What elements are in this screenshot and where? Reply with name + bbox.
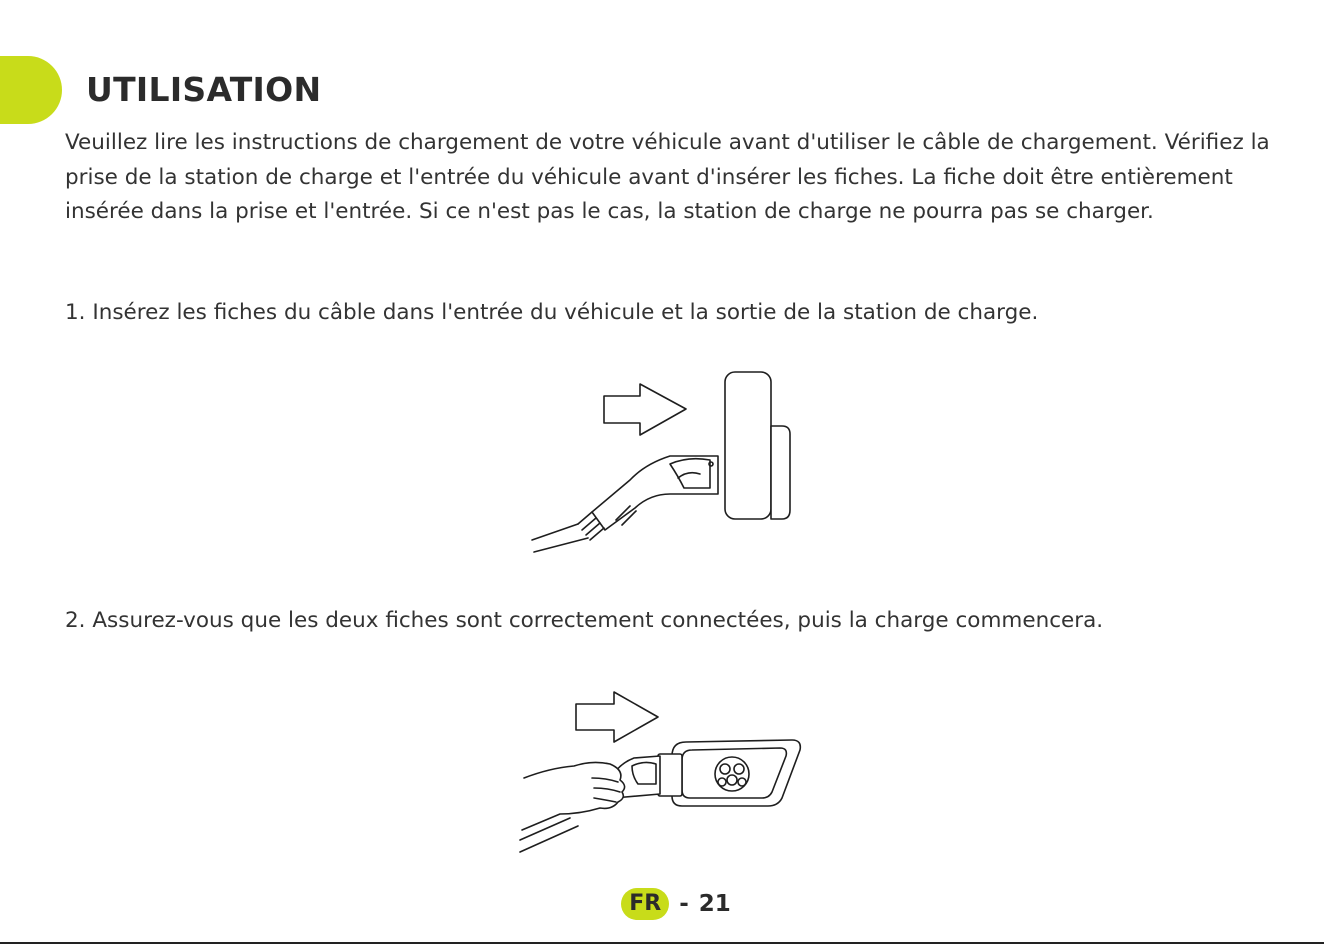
section-title: UTILISATION [86, 70, 322, 109]
vehicle-inlet-illustration [510, 680, 820, 860]
page-separator: - [679, 891, 689, 917]
step-1-text: 1. Insérez les fiches du câble dans l'entrée du véhicule et la sortie de la station de charge. [65, 300, 1039, 325]
language-badge: FR [621, 888, 669, 920]
page-footer [0, 886, 1324, 922]
step-2-text: 2. Assurez-vous que les deux fiches sont correctement connectées, puis la charge commencera. [65, 608, 1104, 633]
bottom-divider [0, 942, 1324, 944]
intro-paragraph: Veuillez lire les instructions de chargement de votre véhicule avant d'utiliser le câble de chargement. Vérifiez la prise de la station de charge et l'entrée du véhicule avant d'insérer les fiches. La fiche doit être entièrement insérée dans la prise et l'entrée. Si ce n'est pas le cas, la station de charge ne pourra pas se charger. [65, 130, 1270, 224]
page-number: 21 [698, 891, 731, 917]
station-plug-illustration [520, 360, 810, 560]
section-tab-accent [0, 56, 62, 124]
